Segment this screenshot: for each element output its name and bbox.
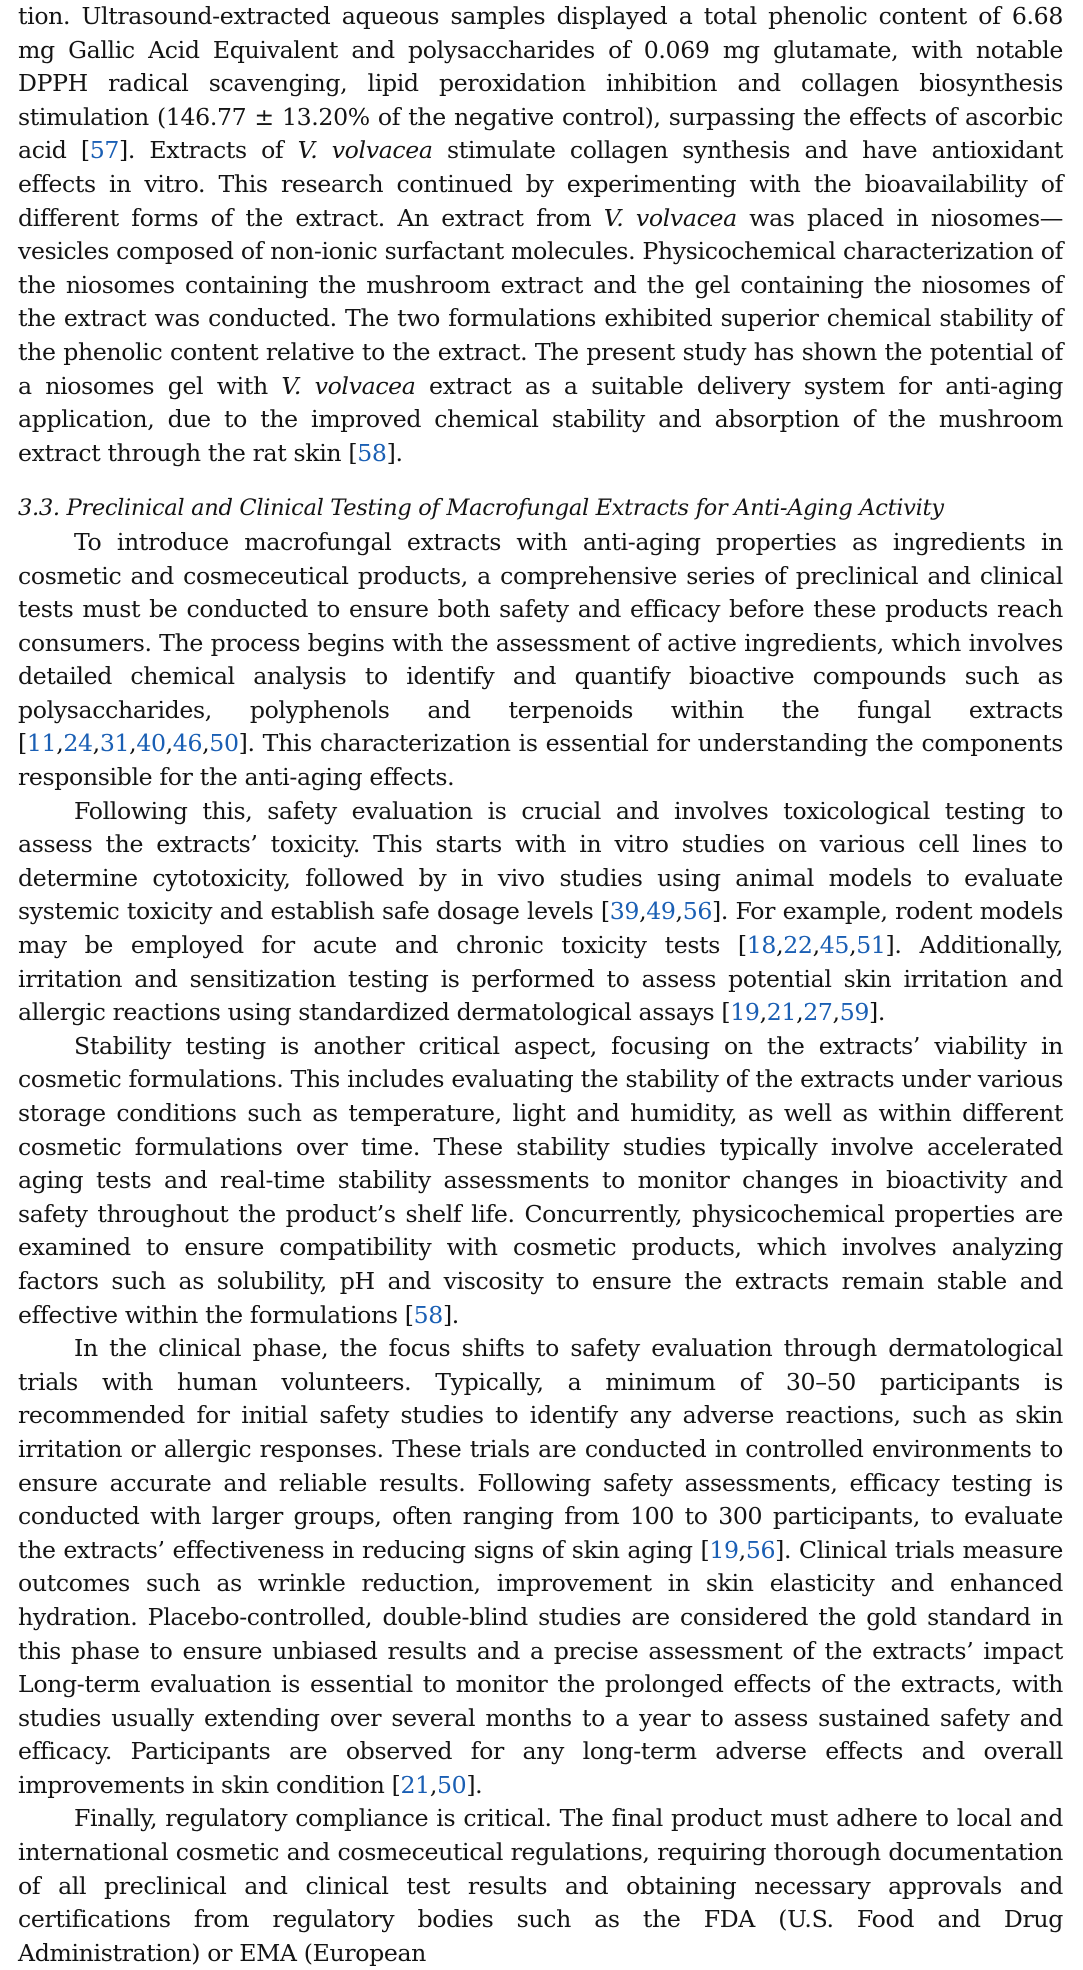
- species-name: V. volvacea: [281, 371, 416, 400]
- text-run: was placed in niosomes—vesicles composed of non-ionic surfactant molecules. Physicochemical characterization of the niosomes containing the mushroom extract and the gel containing the niosomes of the extract was conducted. The two formulations exhibited superior chemical stability of the phenolic content relative to the extract. The present study has shown the potential of a niosomes gel with: [18, 203, 1063, 400]
- text-run: ,: [165, 729, 173, 758]
- citation-link[interactable]: 31: [99, 729, 130, 758]
- citation-link[interactable]: 45: [819, 931, 850, 960]
- citation-link[interactable]: 46: [172, 729, 203, 758]
- body-paragraph: [18, 0, 1063, 470]
- body-paragraph: [18, 795, 1063, 1030]
- text-run: stimulate collagen synthesis and have antioxidant effects in vitro. This research continued by experimenting with the bioavailability of different forms of the extract. An extract from: [18, 136, 1063, 232]
- citation-link[interactable]: 21: [400, 1770, 430, 1799]
- text-run: ]. Additionally, irritation and sensitization testing is performed to assess potential skin irritation and allergic reactions using standardized dermatological assays [: [18, 931, 1063, 1027]
- citation-link[interactable]: 56: [745, 1535, 776, 1564]
- text-run: ,: [832, 998, 840, 1027]
- text-run: ]. For example, rodent models may be employed for acute and chronic toxicity tests [: [18, 897, 1063, 960]
- body-paragraph: [18, 1030, 1063, 1332]
- text-run: ,: [639, 897, 647, 926]
- text-run: Finally, regulatory compliance is critical. The final product must adhere to local and international cosmetic and cosmeceutical regulations, requiring thorough documentation of all preclinical and clinical test results and obtaining necessary approvals and certifications from regulatory bodies such as the FDA (U.S. Food and Drug Administration) or EMA (European: [18, 1804, 1063, 1967]
- citation-link[interactable]: 50: [209, 729, 239, 758]
- citation-link[interactable]: 27: [803, 998, 833, 1027]
- text-run: ]. Clinical trials measure outcomes such as wrinkle reduction, improvement in skin elasticity and enhanced hydration. Placebo-controlled, double-blind studies are considered the gold standard in this phase to ensure unbiased results and a precise assessment of the extracts’ impact Long-term evaluation is essential to monitor the prolonged effects of the extracts, with studies usually extending over several months to a year to assess sustained safety and efficacy. Participants are observed for any long-term adverse effects and overall improvements in skin condition [: [18, 1535, 1063, 1799]
- text-run: ,: [796, 998, 804, 1027]
- citation-link[interactable]: 51: [856, 931, 886, 960]
- text-run: To introduce macrofungal extracts with anti-aging properties as ingredients in cosmetic and cosmeceutical products, a comprehensive series of preclinical and clinical tests must be conducted to ensure both safety and efficacy before these products reach consumers. The process begins with the assessment of active ingredients, which involves detailed chemical analysis to identify and quantify bioactive compounds such as polysaccharides, polyphenols and terpenoids within the fungal extracts [: [18, 527, 1063, 758]
- text-run: ,: [759, 998, 767, 1027]
- body-paragraph: [18, 1332, 1063, 1802]
- text-run: ,: [129, 729, 137, 758]
- citation-link[interactable]: 11: [26, 729, 57, 758]
- text-run: ,: [812, 931, 820, 960]
- text-run: In the clinical phase, the focus shifts to safety evaluation through dermatological trials with human volunteers. Typically, a minimum of 30–50 participants is recommended for initial safety studies to identify any adverse reactions, such as skin irritation or allergic responses. These trials are conducted in controlled environments to ensure accurate and reliable results. Following safety assessments, efficacy testing is conducted with larger groups, often ranging from 100 to 300 participants, to evaluate the extracts’ effectiveness in reducing signs of skin aging [: [18, 1334, 1063, 1564]
- citation-link[interactable]: 58: [413, 1300, 443, 1329]
- citation-link[interactable]: 59: [839, 998, 870, 1027]
- text-run: ,: [776, 931, 784, 960]
- citation-link[interactable]: 24: [63, 729, 93, 758]
- text-run: ].: [442, 1300, 459, 1329]
- text-run: ].: [466, 1770, 483, 1799]
- citation-link[interactable]: 49: [646, 897, 676, 926]
- text-run: ,: [849, 931, 857, 960]
- text-run: ,: [675, 897, 683, 926]
- text-run: ,: [56, 729, 64, 758]
- text-run: Following this, safety evaluation is crucial and involves toxicological testing to assess the extracts’ toxicity. This starts with in vitro studies on various cell lines to determine cytotoxicity, followed by in vivo studies using animal models to evaluate systemic toxicity and establish safe dosage levels [: [18, 796, 1063, 926]
- text-run: ,: [429, 1770, 437, 1799]
- species-name: V. volvacea: [603, 203, 737, 232]
- species-name: V. volvacea: [297, 136, 433, 165]
- citation-link[interactable]: 18: [746, 931, 777, 960]
- body-paragraph: [18, 526, 1063, 795]
- text-run: extract as a suitable delivery system for anti-aging application, due to the improved chemical stability and absorption of the mushroom extract through the rat skin [: [18, 371, 1063, 467]
- citation-link[interactable]: 22: [783, 931, 813, 960]
- section-heading: [18, 492, 1063, 526]
- citation-link[interactable]: 58: [357, 438, 387, 467]
- text-run: ].: [869, 998, 886, 1027]
- citation-link[interactable]: 50: [436, 1770, 467, 1799]
- text-run: 3.3. Preclinical and Clinical Testing of Macrofungal Extracts for Anti-Aging Activity: [18, 495, 944, 522]
- citation-link[interactable]: 57: [89, 136, 120, 165]
- text-run: ].: [386, 438, 403, 467]
- citation-link[interactable]: 21: [766, 998, 797, 1027]
- text-run: Stability testing is another critical aspect, focusing on the extracts’ viability in cosmetic formulations. This includes evaluating the stability of the extracts under various storage conditions such as temperature, light and humidity, as well as within different cosmetic formulations over time. These stability studies typically involve accelerated aging tests and real-time stability assessments to monitor changes in bioactivity and safety throughout the product’s shelf life. Concurrently, physicochemical properties are examined to ensure compatibility with cosmetic products, which involves analyzing factors such as solubility, pH and viscosity to ensure the extracts remain stable and effective within the formulations [: [18, 1031, 1063, 1329]
- citation-link[interactable]: 19: [730, 998, 760, 1027]
- text-run: ]. This characterization is essential for understanding the components responsible for the anti-aging effects.: [18, 729, 1063, 792]
- text-run: ,: [92, 729, 100, 758]
- text-run: tion. Ultrasound-extracted aqueous samples displayed a total phenolic content of 6.68 mg Gallic Acid Equivalent and polysaccharides of 0.069 mg glutamate, with notable DPPH radical scavenging, lipid peroxidation inhibition and collagen biosynthesis stimulation (146.77 ± 13.20% of the negative control), surpassing the effects of ascorbic acid [: [18, 2, 1063, 165]
- citation-link[interactable]: 19: [709, 1535, 739, 1564]
- citation-link[interactable]: 39: [609, 897, 640, 926]
- paper-page: [18, 0, 1063, 1970]
- citation-link[interactable]: 40: [136, 729, 166, 758]
- body-paragraph: [18, 1802, 1063, 1970]
- text-run: ,: [738, 1535, 746, 1564]
- text-run: ]. Extracts of: [119, 136, 298, 165]
- citation-link[interactable]: 56: [682, 897, 713, 926]
- text-run: ,: [202, 729, 210, 758]
